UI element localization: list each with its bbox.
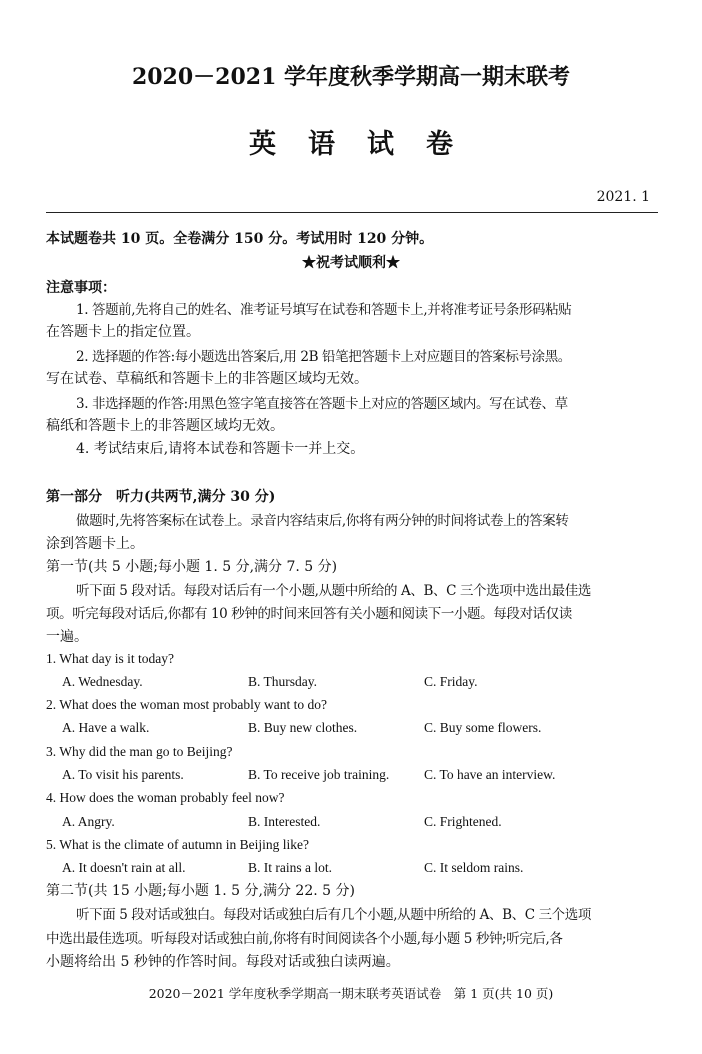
q2-option-c: C. Buy some flowers.: [424, 720, 542, 735]
q4-option-a: A. Angry.: [62, 814, 115, 829]
exam-subtitle: 英语试卷: [249, 129, 485, 160]
section1-heading: 第一节(共 5 小题;每小题 1. 5 分,满分 7. 5 分): [46, 559, 338, 575]
note-3-line-1: 3. 非选择题的作答:用黑色签字笔直接答在答题卡上对应的答题区域内。写在试卷、草: [76, 396, 568, 412]
section1-instr-line-3: 一遍。: [46, 629, 88, 645]
exam-date: 2021. 1: [596, 189, 650, 205]
q1-option-a: A. Wednesday.: [62, 674, 143, 689]
section2-instr-line-1: 听下面 5 段对话或独白。每段对话或独白后有几个小题,从题中所给的 A、B、C 三个选项: [76, 907, 591, 923]
q5-option-b: B. It rains a lot.: [248, 860, 332, 875]
note-3-line-2: 稿纸和答题卡上的非答题区域均无效。: [46, 418, 284, 434]
note-1-line-1: 1. 答题前,先将自己的姓名、准考证号填写在试卷和答题卡上,并将准考证号条形码粘贴: [76, 302, 572, 318]
q1-option-c: C. Friday.: [424, 674, 478, 689]
question-5: 5. What is the climate of autumn in Beijing like?: [46, 837, 309, 852]
q4-option-c: C. Frightened.: [424, 814, 502, 829]
q4-option-b: B. Interested.: [248, 814, 321, 829]
note-2-line-1: 2. 选择题的作答:每小题选出答案后,用 2B 铅笔把答题卡上对应题目的答案标号涂黑。: [76, 349, 571, 365]
part1-intro-line-1: 做题时,先将答案标在试卷上。录音内容结束后,你将有两分钟的时间将试卷上的答案转: [76, 513, 569, 529]
part1-intro-line-2: 涂到答题卡上。: [46, 536, 144, 552]
header-divider: [46, 212, 658, 213]
section1-instr-line-2: 项。听完每段对话后,你都有 10 秒钟的时间来回答有关小题和阅读下一小题。每段对话仅读: [46, 606, 572, 622]
question-3: 3. Why did the man go to Beijing?: [46, 744, 233, 759]
q2-option-a: A. Have a walk.: [62, 720, 150, 735]
note-1-line-2: 在答题卡上的指定位置。: [46, 324, 200, 340]
question-2: 2. What does the woman most probably want to do?: [46, 697, 327, 712]
q2-option-b: B. Buy new clothes.: [248, 720, 358, 735]
page-footer: 2020－2021 学年度秋季学期高一期末联考英语试卷 第 1 页(共 10 页): [148, 986, 554, 1001]
question-1: 1. What day is it today?: [46, 651, 174, 666]
exam-info: 本试题卷共 10 页。全卷满分 150 分。考试用时 120 分钟。: [46, 231, 434, 247]
q5-option-a: A. It doesn't rain at all.: [62, 860, 186, 875]
part1-heading: 第一部分 听力(共两节,满分 30 分): [46, 489, 276, 505]
q3-option-c: C. To have an interview.: [424, 767, 556, 782]
question-4: 4. How does the woman probably feel now?: [46, 790, 285, 805]
exam-title: 2020－2021 学年度秋季学期高一期末联考: [131, 64, 571, 90]
notes-heading: 注意事项：: [46, 280, 116, 296]
section1-instr-line-1: 听下面 5 段对话。每段对话后有一个小题,从题中所给的 A、B、C 三个选项中选出最佳选: [76, 583, 591, 599]
section2-heading: 第二节(共 15 小题;每小题 1. 5 分,满分 22. 5 分): [46, 883, 355, 899]
note-4: 4. 考试结束后,请将本试卷和答题卡一并上交。: [76, 441, 365, 457]
q1-option-b: B. Thursday.: [248, 674, 317, 689]
q3-option-a: A. To visit his parents.: [62, 767, 184, 782]
q5-option-c: C. It seldom rains.: [424, 860, 524, 875]
note-2-line-2: 写在试卷、草稿纸和答题卡上的非答题区域均无效。: [46, 371, 368, 387]
section2-instr-line-3: 小题将给出 5 秒钟的作答时间。每段对话或独白读两遍。: [46, 954, 400, 970]
good-luck-wish: ★祝考试顺利★: [302, 255, 400, 271]
q3-option-b: B. To receive job training.: [248, 767, 390, 782]
section2-instr-line-2: 中选出最佳选项。听每段对话或独白前,你将有时间阅读各个小题,每小题 5 秒钟;听完后,各: [46, 931, 563, 947]
